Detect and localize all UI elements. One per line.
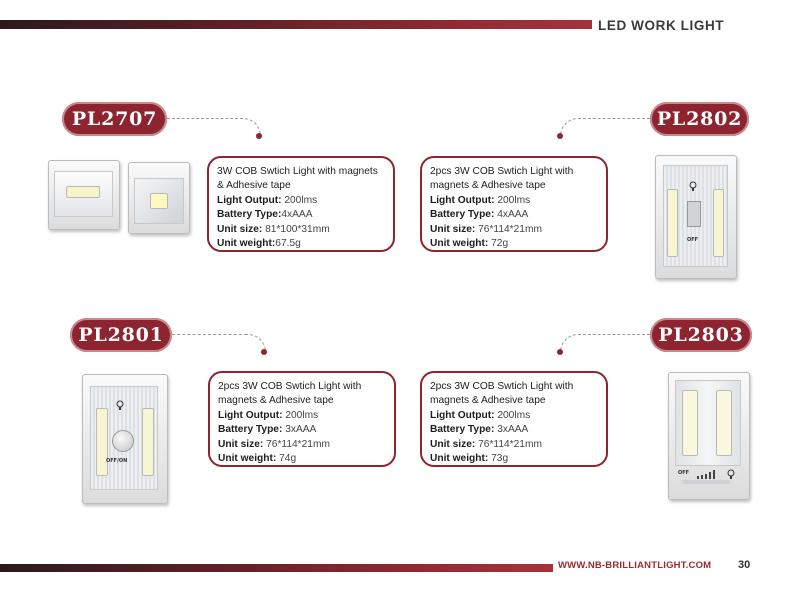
spec-card-pl2801	[208, 371, 396, 467]
product-image-pl2707-b	[128, 162, 190, 234]
spec-label: Unit size:	[430, 223, 476, 235]
spec-card-pl2707	[207, 156, 395, 252]
spec-label: Unit size:	[218, 438, 264, 450]
header-bar	[0, 20, 592, 29]
brightness-level-icon	[696, 466, 722, 476]
connector-dot	[557, 349, 563, 355]
spec-label: Light Output:	[430, 409, 495, 421]
spec-description: magnets & Adhesive tape	[430, 395, 546, 407]
spec-label: Battery Type:	[430, 424, 495, 436]
product-image-pl2707-a	[48, 160, 120, 230]
spec-label: Unit size:	[430, 438, 476, 450]
website-url: WWW.NB-BRILLIANTLIGHT.COM	[558, 560, 712, 571]
footer-bar	[0, 564, 553, 572]
spec-description: 3W COB Swtich Light with magnets	[217, 166, 378, 177]
spec-value: 4xAAA	[281, 209, 313, 221]
bulb-icon	[687, 179, 699, 191]
spec-value: 76*114*21mm	[475, 438, 542, 450]
spec-label: Unit weight:	[217, 238, 276, 250]
spec-label: Unit weight:	[218, 453, 277, 465]
spec-value: 200lms	[281, 194, 318, 206]
spec-label: Light Output:	[218, 409, 283, 421]
model-badge-pl2802: PL2802	[650, 102, 749, 136]
connector-curve	[560, 334, 581, 353]
spec-value: 76*114*21mm	[263, 438, 330, 450]
spec-description: 2pcs 3W COB Swtich Light with	[430, 166, 574, 177]
spec-value: 81*100*31mm	[262, 223, 330, 235]
connector-dot	[261, 349, 267, 355]
product-image-pl2803	[668, 372, 750, 500]
page-number: 30	[738, 559, 751, 571]
spec-description: magnets & Adhesive tape	[430, 180, 546, 192]
connector-line	[172, 334, 247, 335]
model-badge-pl2801: PL2801	[70, 318, 172, 352]
connector-line	[167, 118, 243, 119]
spec-label: Battery Type:	[218, 424, 283, 436]
connector-line	[578, 334, 650, 335]
spec-label: Battery Type:	[217, 209, 282, 221]
spec-label: Unit weight:	[430, 238, 489, 250]
model-badge-pl2707: PL2707	[62, 102, 167, 136]
product-image-pl2801	[82, 374, 168, 504]
spec-value: 73g	[488, 453, 509, 465]
connector-line	[578, 118, 650, 119]
spec-label: Battery Type:	[430, 209, 495, 221]
spec-value: 76*114*21mm	[475, 223, 542, 235]
spec-description: & Adhesive tape	[217, 180, 291, 192]
spec-value: 200lms	[494, 194, 531, 206]
switch-label: OFF	[687, 237, 699, 243]
spec-value: 200lms	[494, 409, 531, 421]
spec-value: 200lms	[282, 409, 319, 421]
bulb-icon	[726, 466, 736, 476]
spec-value: 4xAAA	[494, 209, 529, 221]
switch-label: OFF	[678, 470, 690, 476]
spec-value: 67.5g	[275, 238, 301, 250]
model-badge-pl2803: PL2803	[650, 318, 752, 352]
dimmer-knob-icon	[112, 430, 134, 452]
spec-label: Light Output:	[430, 194, 495, 206]
spec-description: 2pcs 3W COB Swtich Light with	[218, 381, 362, 392]
page-title: LED WORK LIGHT	[598, 18, 725, 33]
spec-value: 72g	[488, 238, 509, 250]
connector-dot	[557, 133, 563, 139]
spec-label: Unit size:	[217, 223, 263, 235]
spec-label: Unit weight:	[430, 453, 489, 465]
spec-card-pl2802	[420, 156, 608, 252]
spec-value: 3xAAA	[282, 424, 317, 436]
spec-value: 74g	[276, 453, 297, 465]
spec-label: Light Output:	[217, 194, 282, 206]
bulb-icon	[114, 398, 126, 410]
spec-description: 2pcs 3W COB Swtich Light with	[430, 381, 574, 392]
spec-card-pl2803	[420, 371, 608, 467]
product-image-pl2802	[655, 155, 737, 280]
connector-dot	[256, 133, 262, 139]
connector-curve	[560, 118, 581, 137]
spec-value: 3xAAA	[494, 424, 529, 436]
switch-label: OFF/ON	[106, 458, 128, 464]
spec-description: magnets & Adhesive tape	[218, 395, 334, 407]
